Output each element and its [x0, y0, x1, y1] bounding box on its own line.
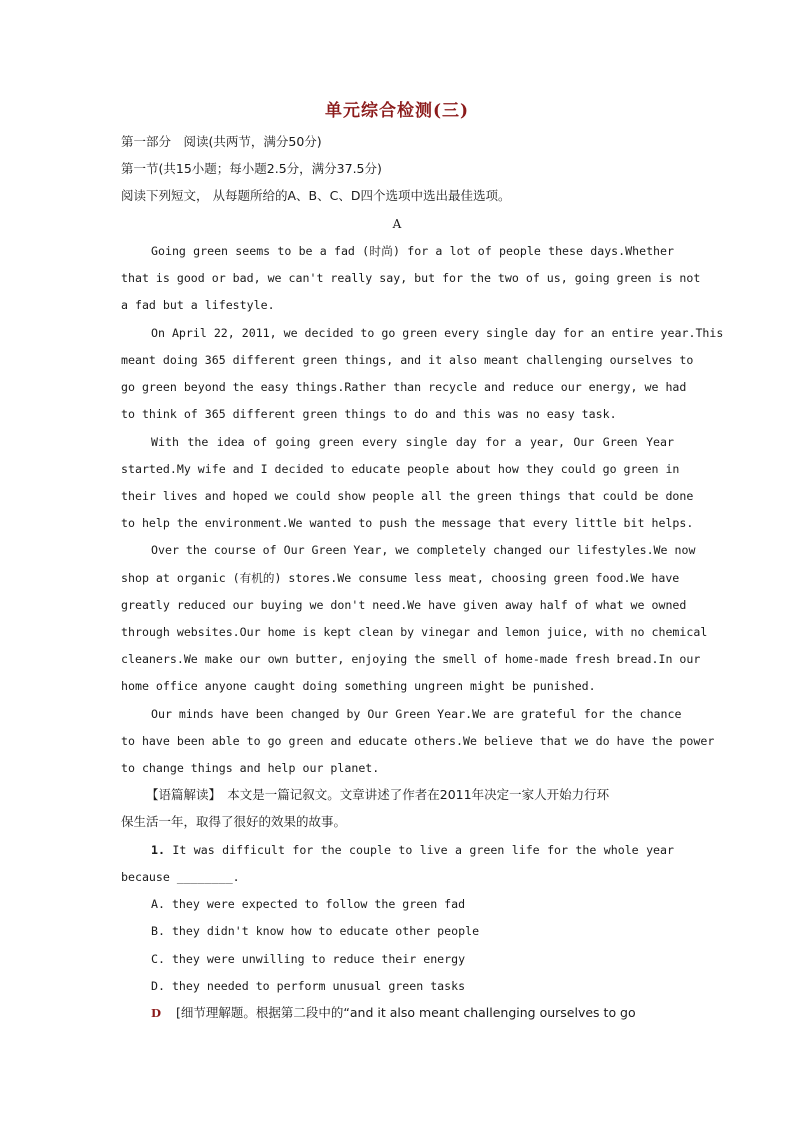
page-title: 单元综合检测(三): [324, 101, 470, 121]
question-stem-cont: because ________.: [121, 870, 240, 884]
passage-line: go green beyond the easy things.Rather than recycle and reduce our energy, we had: [121, 380, 687, 394]
question-stem-text: It was difficult for the couple to live a green life for the whole year: [172, 843, 674, 857]
passage-line: On April 22, 2011, we decided to go green every single day for an entire year.This: [151, 326, 724, 340]
option-a: A. they were expected to follow the green fad: [151, 897, 466, 911]
passage-line: to have been able to go green and educate others.We believe that we do have the power: [121, 734, 715, 748]
section-part: 第一部分 阅读(共两节，满分50分): [121, 134, 322, 149]
question-number: 1.: [151, 843, 165, 857]
answer-letter: D: [151, 1006, 162, 1020]
passage-line: cleaners.We make our own butter, enjoying the smell of home-made fresh bread.In our: [121, 652, 701, 666]
passage-line: Over the course of Our Green Year, we completely changed our lifestyles.We now: [151, 543, 696, 557]
answer-explanation: [细节理解题。根据第二段中的“and it also meant challenging ourselves to go: [176, 1005, 636, 1020]
passage-line: through websites.Our home is kept clean by vinegar and lemon juice, with no chemical: [121, 625, 708, 639]
passage-line: meant doing 365 different green things, and it also meant challenging ourselves to: [121, 353, 694, 367]
passage-line: With the idea of going green every single day for a year, Our Green Year: [151, 435, 674, 449]
instruction: 阅读下列短文， 从每题所给的A、B、C、D四个选项中选出最佳选项。: [121, 188, 511, 203]
analysis-line: 【语篇解读】 本文是一篇记叙文。文章讲述了作者在2011年决定一家人开始力行环: [146, 787, 610, 802]
passage-line: Our minds have been changed by Our Green Year.We are grateful for the chance: [151, 707, 682, 721]
question-stem: [151, 842, 674, 858]
passage-line: their lives and hoped we could show people all the green things that could be done: [121, 489, 694, 503]
passage-line: started.My wife and I decided to educate people about how they could go green in: [121, 462, 680, 476]
answer-line: [151, 1005, 674, 1021]
passage-line: to think of 365 different green things to do and this was no easy task.: [121, 407, 617, 421]
passage-line: shop at organic (有机的) stores.We consume less meat, choosing green food.We have: [121, 571, 680, 585]
passage-line: a fad but a lifestyle.: [121, 298, 275, 312]
analysis-line: 保生活一年，取得了很好的效果的故事。: [121, 814, 347, 829]
passage-line: to help the environment.We wanted to push the message that every little bit helps.: [121, 516, 694, 530]
option-b: B. they didn't know how to educate other people: [151, 924, 480, 938]
passage-line: greatly reduced our buying we don't need.We have given away half of what we owned: [121, 598, 687, 612]
passage-line: home office anyone caught doing something ungreen might be punished.: [121, 679, 596, 693]
passage-line: that is good or bad, we can't really say, but for the two of us, going green is not: [121, 271, 701, 285]
passage-label: A: [392, 217, 402, 231]
section-sub: 第一节(共15小题；每小题2.5分，满分37.5分): [121, 161, 382, 176]
option-c: C. they were unwilling to reduce their energy: [151, 952, 466, 966]
passage-line: to change things and help our planet.: [121, 761, 380, 775]
passage-line: Going green seems to be a fad (时尚) for a lot of people these days.Whether: [151, 244, 674, 258]
option-d: D. they needed to perform unusual green tasks: [151, 979, 466, 993]
